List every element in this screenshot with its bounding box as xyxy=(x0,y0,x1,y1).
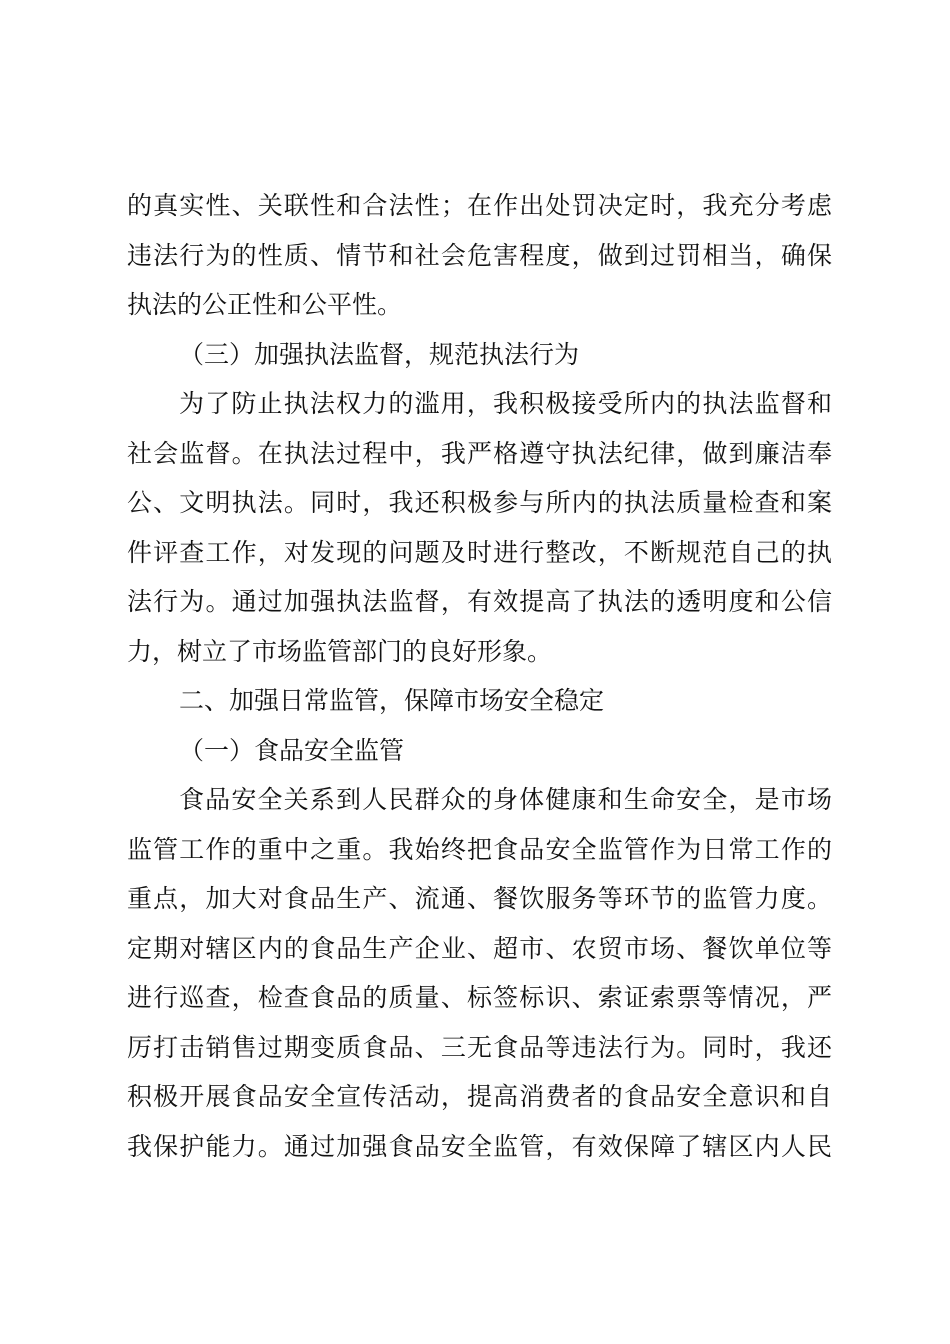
text-line: 的真实性、关联性和合法性；在作出处罚决定时，我充分考虑 xyxy=(127,191,832,220)
text-line: 重点，加大对食品生产、流通、餐饮服务等环节的监管力度。 xyxy=(127,884,832,913)
text-line: 我保护能力。通过加强食品安全监管，有效保障了辖区内人民 xyxy=(127,1131,832,1161)
section-heading: 二、加强日常监管，保障市场安全稳定 xyxy=(179,686,605,715)
text-line: 食品安全关系到人民群众的身体健康和生命安全，是市场 xyxy=(179,785,832,814)
subsection-heading: （一）食品安全监管 xyxy=(179,735,405,765)
document-body xyxy=(127,181,832,1171)
text-line: 监管工作的重中之重。我始终把食品安全监管作为日常工作的 xyxy=(127,834,832,864)
text-line: 件评查工作，对发现的问题及时进行整改，不断规范自己的执 xyxy=(127,537,832,567)
text-line: 力，树立了市场监管部门的良好形象。 xyxy=(127,636,553,666)
text-line: 公、文明执法。同时，我还积极参与所内的执法质量检查和案 xyxy=(127,488,832,517)
text-line: 积极开展食品安全宣传活动，提高消费者的食品安全意识和自 xyxy=(127,1082,832,1111)
text-line: 法行为。通过加强执法监督，有效提高了执法的透明度和公信 xyxy=(127,587,832,616)
text-line: 违法行为的性质、情节和社会危害程度，做到过罚相当，确保 xyxy=(127,240,832,270)
text-line: 定期对辖区内的食品生产企业、超市、农贸市场、餐饮单位等 xyxy=(127,933,832,963)
text-line: 为了防止执法权力的滥用，我积极接受所内的执法监督和 xyxy=(179,389,832,418)
text-line: 进行巡查，检查食品的质量、标签标识、索证索票等情况，严 xyxy=(127,983,832,1012)
text-line: 执法的公正性和公平性。 xyxy=(127,290,403,319)
text-line: 厉打击销售过期变质食品、三无食品等违法行为。同时，我还 xyxy=(127,1032,832,1062)
section-heading: （三）加强执法监督，规范执法行为 xyxy=(179,339,580,369)
text-line: 社会监督。在执法过程中，我严格遵守执法纪律，做到廉洁奉 xyxy=(127,438,832,468)
